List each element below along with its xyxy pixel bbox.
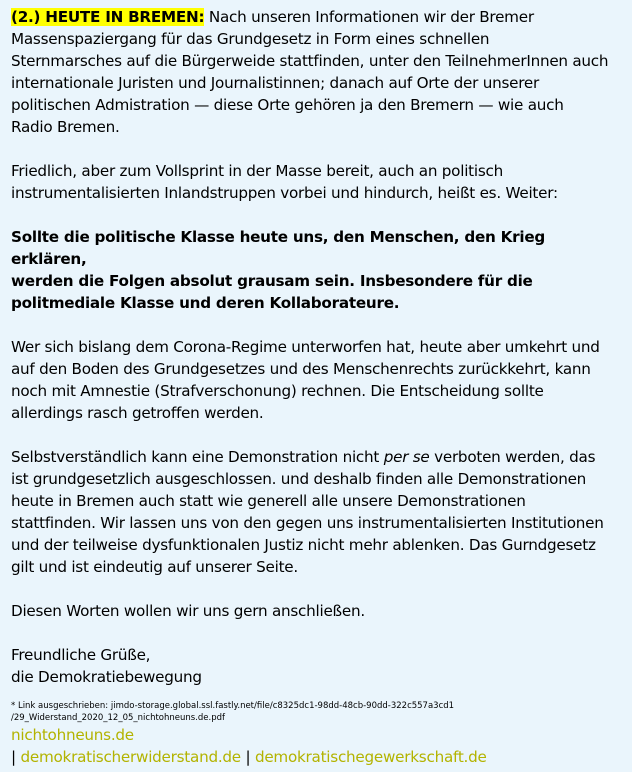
text-line: Friedlich, aber zum Vollsprint in der Masse bereit, auch an politisch [11, 162, 503, 180]
text-line: Wer sich bislang dem Corona-Regime unterworfen hat, heute aber umkehrt und [11, 338, 600, 356]
paragraph-amnesty [11, 336, 622, 424]
footnote-line: * Link ausgeschrieben: jimdo-storage.global.ssl.fastly.net/file/c8325dc1-98dd-48cb-90dd-322c557a3cd1 [11, 701, 455, 711]
text-line: Diesen Worten wollen wir uns gern anschließen. [11, 602, 365, 620]
text-line: verboten werden, das [429, 448, 596, 466]
text-line: gilt und ist eindeutig auf unserer Seite. [11, 558, 298, 576]
text-line: politischen Admistration — diese Orte gehören ja den Bremern — wie auch [11, 96, 564, 114]
footnote-line: /29_Widerstand_2020_12_05_nichtohneuns.de.pdf [11, 713, 226, 723]
paragraph-intro [11, 6, 622, 138]
paragraph-demonstration [11, 446, 622, 578]
link-nichtohneuns[interactable]: nichtohneuns.de [11, 726, 134, 744]
closing-signature [11, 644, 622, 688]
text-line: und der teilweise dysfunktionalen Justiz nicht mehr ablenken. Das Gurndgesetz [11, 536, 596, 554]
text-line: allerdings rasch getroffen werden. [11, 404, 264, 422]
link-separator: | [240, 748, 255, 766]
text-line: Sollte die politische Klasse heute uns, den Menschen, den Krieg erklären, [11, 228, 545, 268]
text-line: Massenspaziergang für das Grundgesetz in Form eines schnellen [11, 30, 490, 48]
text-line: noch mit Amnestie (Strafverschonung) rechnen. Die Entscheidung sollte [11, 382, 544, 400]
text-line: ist grundgesetzlich ausgeschlossen. und deshalb finden alle Demonstrationen [11, 470, 587, 488]
link-separator: | [11, 748, 21, 766]
text-line: stattfinden. Wir lassen uns von den gegen uns instrumentalisierten Institutionen [11, 514, 604, 532]
headline-highlight: (2.) HEUTE IN BREMEN: [11, 8, 205, 26]
text-line: politmediale Klasse und deren Kollaborateure. [11, 294, 400, 312]
emphasis-text: per se [383, 448, 430, 466]
greeting: Freundliche Grüße, [11, 646, 151, 664]
footnote [11, 700, 622, 724]
paragraph-peaceful [11, 160, 622, 204]
text-line: instrumentalisierten Inlandstruppen vorbei und hindurch, heißt es. Weiter: [11, 184, 558, 202]
text-line: werden die Folgen absolut grausam sein. Insbesondere für die [11, 272, 533, 290]
paragraph-agreement [11, 600, 622, 622]
text-line: Sternmarsches auf die Bürgerweide stattfinden, unter den TeilnehmerInnen auch [11, 52, 609, 70]
signature: die Demokratiebewegung [11, 668, 202, 686]
text-line: auf den Boden des Grundgesetzes und des Menschenrechts zurückkehrt, kann [11, 360, 591, 378]
link-demokratischegewerkschaft[interactable]: demokratischegewerkschaft.de [254, 748, 487, 766]
paragraph-warning-bold [11, 226, 622, 314]
link-demokratischerwiderstand[interactable]: demokratischerwiderstand.de [20, 748, 241, 766]
text-line: Radio Bremen. [11, 118, 120, 136]
text-line: Selbstverständlich kann eine Demonstration nicht [11, 448, 384, 466]
text-line: internationale Juristen und Journalistinnen; danach auf Orte der unserer [11, 74, 539, 92]
text-line: heute in Bremen auch statt wie generell alle unsere Demonstrationen [11, 492, 526, 510]
footer-links [11, 724, 622, 768]
text-line: Nach unseren Informationen wir der Bremer [204, 8, 534, 26]
